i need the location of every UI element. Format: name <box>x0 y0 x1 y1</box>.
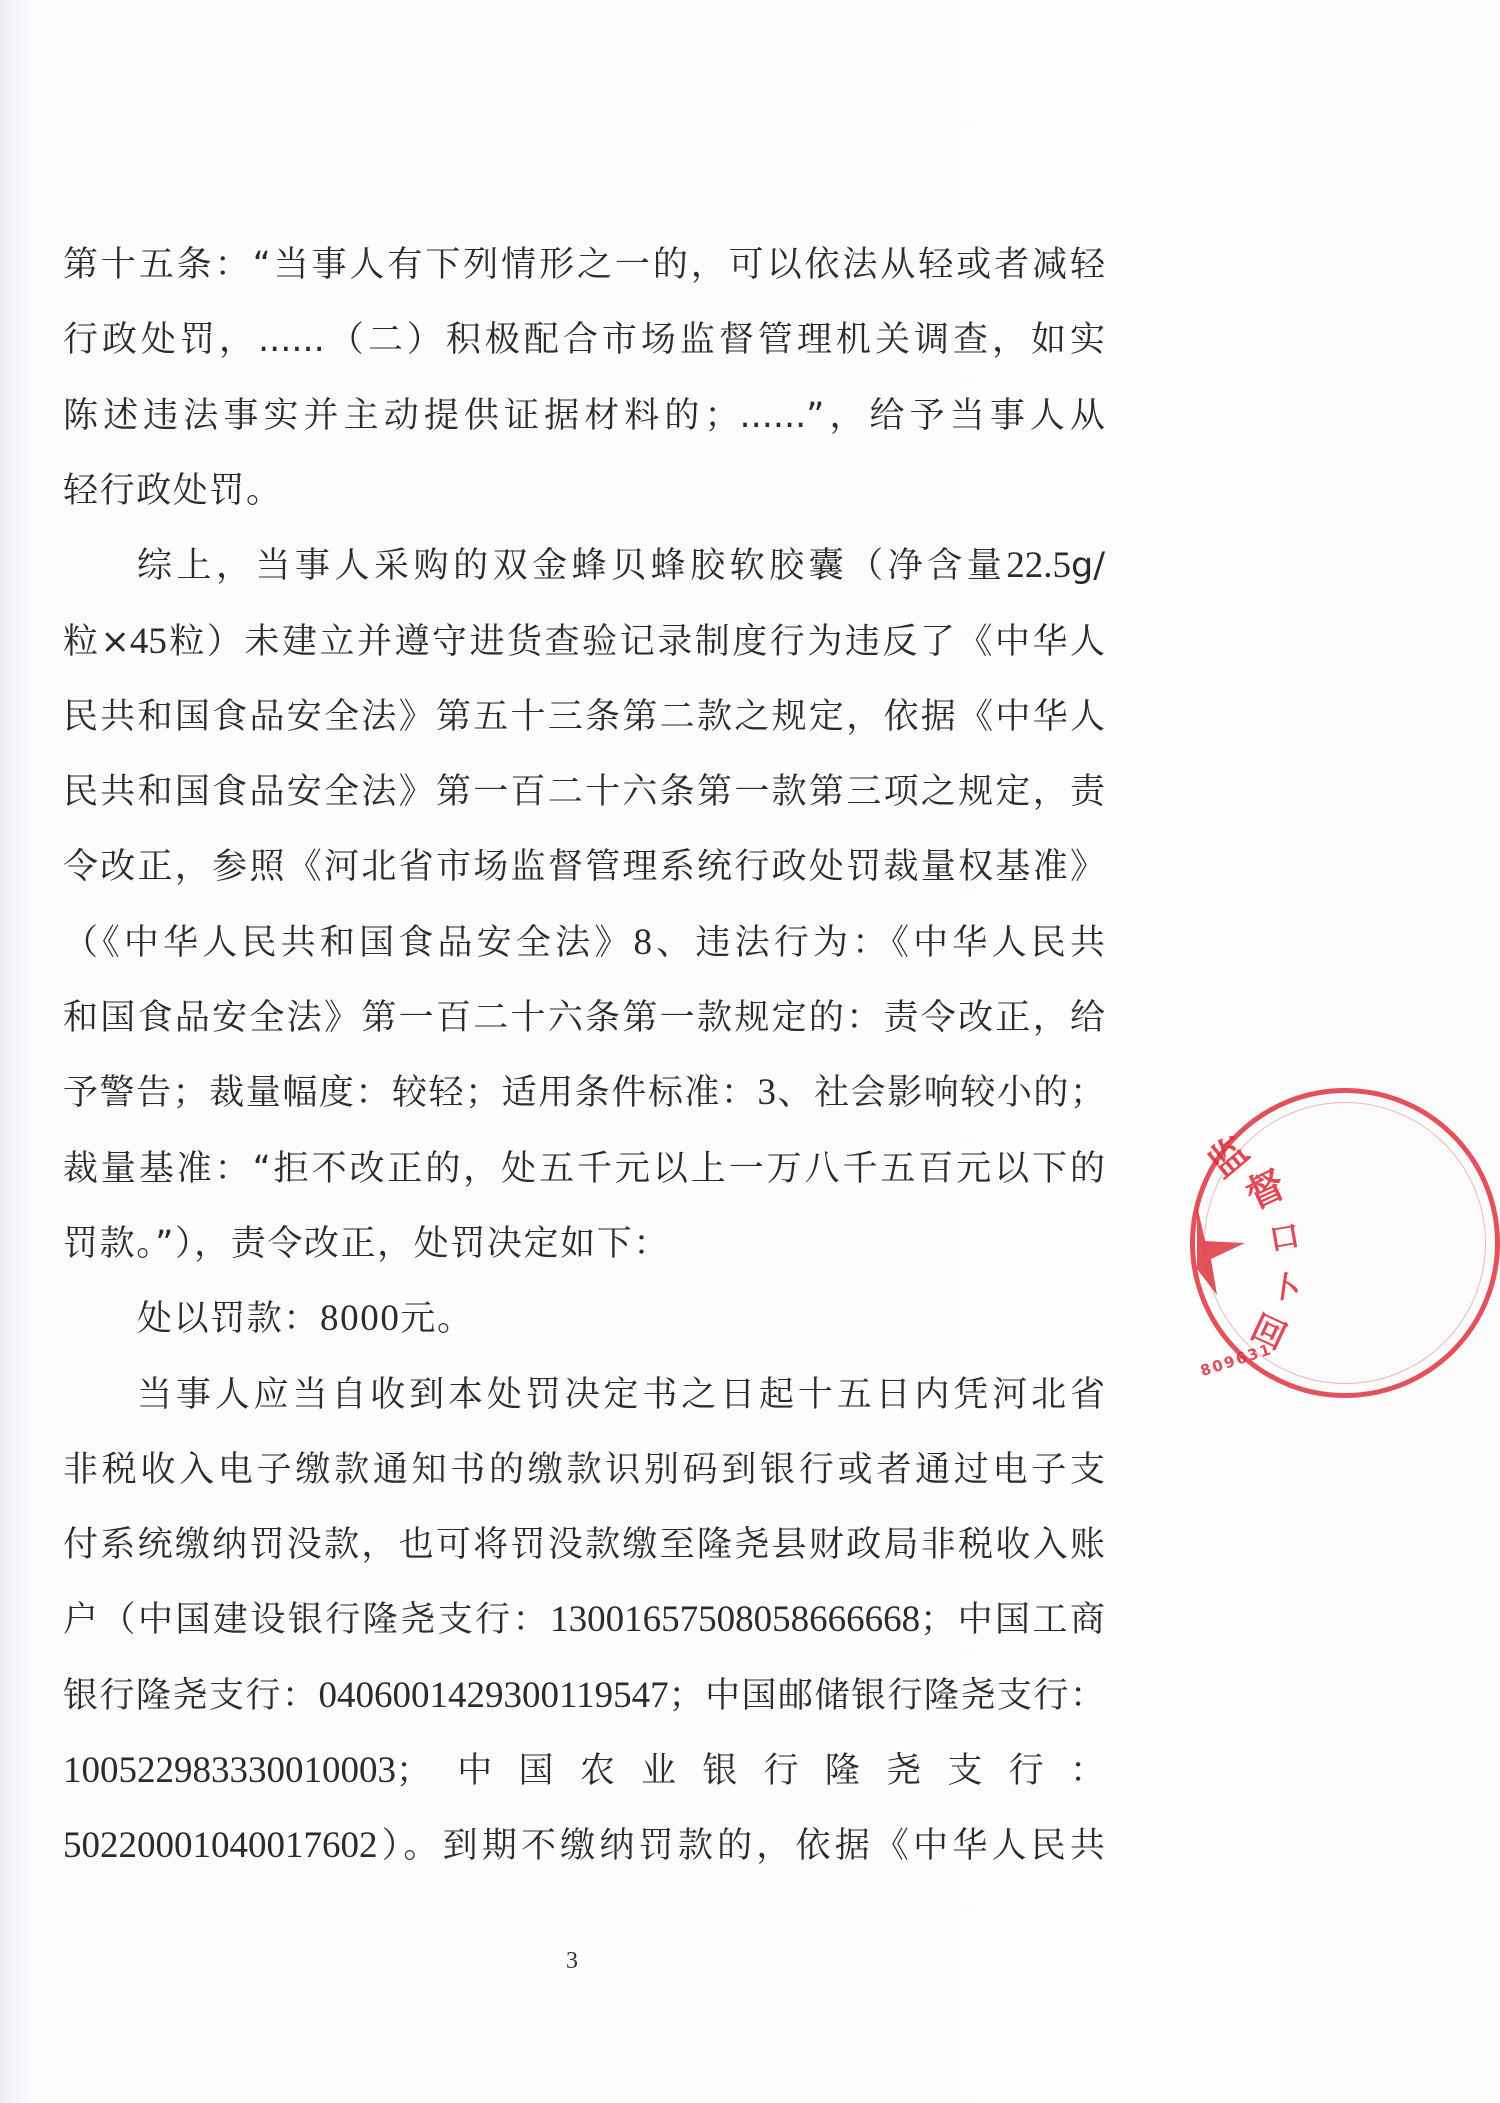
text-line: 陈述违法事实并主动提供证据材料的；......”，给予当事人从 <box>63 396 1105 436</box>
number-run: 8 <box>633 922 653 963</box>
text-line: 非税收入电子缴款通知书的缴款识别码到银行或者通过电子支 <box>63 1450 1105 1490</box>
star-icon <box>1197 1205 1257 1295</box>
text-line: 罚款。”），责令改正，处罚决定如下： <box>63 1224 670 1264</box>
number-run: 100522983330010003 <box>63 1750 396 1791</box>
text-line: 民共和国食品安全法》第一百二十六条第一款第三项之规定，责 <box>63 772 1105 812</box>
text-line: 令改正，参照《河北省市场监督管理系统行政处罚裁量权基准》 <box>63 847 1105 887</box>
penalty-line: 处以罚款：8000元。 <box>137 1298 474 1339</box>
text-line: 50220001040017602）。到期不缴纳罚款的，依据《中华人民共 <box>63 1825 1105 1866</box>
text-line: 予警告；裁量幅度：较轻；适用条件标准：3、社会影响较小的； <box>63 1072 1105 1113</box>
text-line: 银行隆尧支行：0406001429300119547；中国邮储银行隆尧支行： <box>63 1675 1105 1716</box>
text-line: 当事人应当自收到本处罚决定书之日起十五日内凭河北省 <box>137 1375 1105 1415</box>
stamp-char: 回 <box>1244 1307 1293 1358</box>
text-line: （《中华人民共和国食品安全法》8、违法行为：《中华人民共 <box>63 922 1105 963</box>
text-line: 户（中国建设银行隆尧支行：13001657508058666668；中国工商 <box>63 1599 1105 1640</box>
stamp-char: 监 <box>1199 1128 1257 1187</box>
text-line: 轻行政处罚。 <box>63 471 283 511</box>
text-line: 付系统缴纳罚没款，也可将罚没款缴至隆尧县财政局非税收入账 <box>63 1525 1105 1565</box>
number-run: 50220001040017602 <box>63 1825 378 1866</box>
number-run: 22.5 <box>1006 545 1071 586</box>
number-run: 0406001429300119547 <box>318 1675 669 1716</box>
text-line: 民共和国食品安全法》第五十三条第二款之规定，依据《中华人 <box>63 697 1105 737</box>
text-line: 粒×45粒）未建立并遵守进货查验记录制度行为违反了《中华人 <box>63 621 1105 662</box>
text-line: 第十五条：“当事人有下列情形之一的，可以依法从轻或者减轻 <box>63 245 1105 285</box>
text-line: 行政处罚，......（二）积极配合市场监督管理机关调查，如实 <box>63 320 1105 360</box>
stamp-char: 口 <box>1266 1218 1303 1259</box>
stamp-char: 卜 <box>1268 1269 1303 1308</box>
number-run: 45 <box>129 621 167 662</box>
number-run: 3 <box>757 1072 776 1113</box>
page-number: 3 <box>566 1948 578 1974</box>
stamp-char: 督 <box>1238 1161 1293 1218</box>
text-line: 裁量基准：“拒不改正的，处五千元以上一万八千五百元以下的 <box>63 1149 1105 1189</box>
stamp-code: 809631 <box>1198 1339 1275 1381</box>
official-seal-stamp <box>1190 1088 1500 1398</box>
number-run: 8000 <box>320 1298 401 1339</box>
number-run: 13001657508058666668 <box>550 1599 921 1640</box>
text-line: 综上，当事人采购的双金蜂贝蜂胶软胶囊（净含量22.5g/ <box>137 545 1105 586</box>
text-line: 100522983330010003；中国农业银行隆尧支行： <box>63 1750 1105 1791</box>
text-line: 和国食品安全法》第一百二十六条第一款规定的：责令改正，给 <box>63 998 1105 1038</box>
